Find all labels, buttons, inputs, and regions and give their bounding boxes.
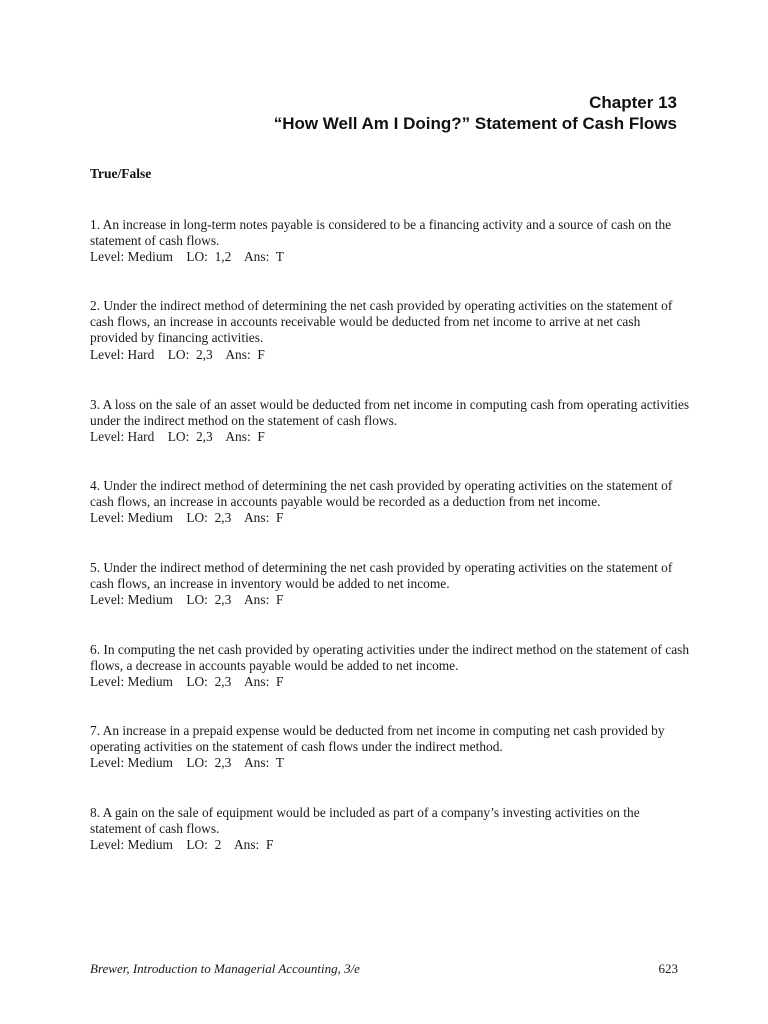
- question-answer: Ans: F: [244, 592, 284, 608]
- question-text: 4. Under the indirect method of determining the net cash provided by operating activities on the statement of cash flows, an increase in accounts payable would be recorded as a deduction from net income.: [90, 478, 673, 510]
- question-answer: Ans: F: [244, 674, 284, 690]
- question-lo: LO: 1,2: [186, 249, 232, 265]
- question-meta: [90, 429, 690, 445]
- question-text: 7. An increase in a prepaid expense would be deducted from net income in computing net cash provided by operating activities on the statement of cash flows under the indirect method.: [90, 723, 665, 755]
- question-answer: Ans: T: [244, 249, 284, 265]
- question-text: 3. A loss on the sale of an asset would be deducted from net income in computing cash from operating activities under the indirect method on the statement of cash flows.: [90, 397, 690, 429]
- question-2: [90, 298, 690, 363]
- question-lo: LO: 2,3: [186, 755, 232, 771]
- question-answer: Ans: F: [225, 346, 265, 362]
- question-5: [90, 560, 690, 609]
- question-meta: [90, 347, 690, 363]
- question-4: [90, 478, 690, 527]
- question-meta: [90, 592, 690, 608]
- question-lo: LO: 2,3: [186, 674, 232, 690]
- question-6: [90, 642, 690, 691]
- question-text: 2. Under the indirect method of determining the net cash provided by operating activities on the statement of cash flows, an increase in accounts receivable would be deducted from net income to arrive at net cash provided by financing activities.: [90, 298, 673, 346]
- question-1: [90, 217, 690, 266]
- question-level: Level: Medium: [90, 837, 173, 853]
- question-text: 6. In computing the net cash provided by operating activities under the indirect method on the statement of cash flows, a decrease in accounts payable would be added to net income.: [90, 642, 690, 674]
- question-lo: LO: 2,3: [167, 346, 213, 362]
- question-level: Level: Medium: [90, 592, 173, 608]
- question-meta: [90, 755, 690, 771]
- question-level: Level: Medium: [90, 249, 173, 265]
- chapter-number: Chapter 13: [589, 93, 677, 112]
- question-meta: [90, 837, 690, 853]
- question-level: Level: Medium: [90, 510, 173, 526]
- question-answer: Ans: F: [225, 429, 265, 445]
- question-7: [90, 723, 690, 772]
- question-text: 8. A gain on the sale of equipment would be included as part of a company’s investing activities on the statement of cash flows.: [90, 805, 640, 837]
- page-footer: [90, 961, 678, 977]
- question-lo: LO: 2,3: [167, 429, 213, 445]
- question-3: [90, 397, 690, 446]
- chapter-header: [274, 92, 677, 134]
- question-lo: LO: 2,3: [186, 510, 232, 526]
- question-lo: LO: 2,3: [186, 592, 232, 608]
- question-text: 1. An increase in long-term notes payable is considered to be a financing activity and a source of cash on the statement of cash flows.: [90, 217, 672, 249]
- question-answer: Ans: F: [244, 510, 284, 526]
- question-text: 5. Under the indirect method of determining the net cash provided by operating activities on the statement of cash flows, an increase in inventory would be added to net income.: [90, 560, 673, 592]
- chapter-title: “How Well Am I Doing?” Statement of Cash Flows: [273, 114, 677, 133]
- question-meta: [90, 510, 690, 526]
- question-lo: LO: 2: [186, 837, 222, 853]
- question-level: Level: Hard: [90, 429, 155, 445]
- question-answer: Ans: F: [233, 837, 274, 853]
- footer-source: Brewer, Introduction to Managerial Accounting, 3/e: [90, 961, 360, 976]
- question-meta: [90, 249, 690, 265]
- question-level: Level: Hard: [90, 346, 155, 362]
- question-answer: Ans: T: [244, 755, 284, 771]
- page-number: 623: [658, 961, 678, 976]
- section-heading: True/False: [90, 166, 152, 181]
- question-meta: [90, 674, 690, 690]
- question-level: Level: Medium: [90, 755, 173, 771]
- question-8: [90, 805, 690, 854]
- question-level: Level: Medium: [90, 674, 173, 690]
